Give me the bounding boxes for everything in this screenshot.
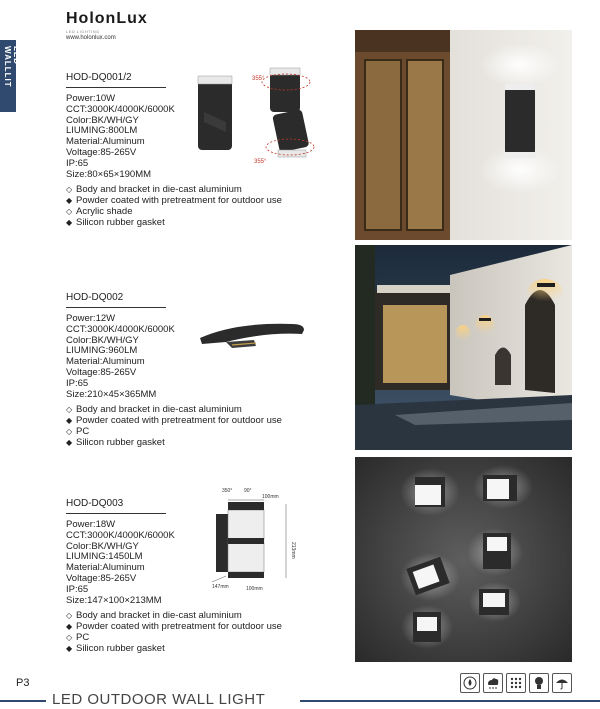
spec-line: Material:Aluminum [66,562,145,574]
brand-name: HolonLux [66,10,148,27]
spec-line: Material:Aluminum [66,356,145,368]
spec-line: LIUMING:800LM [66,125,138,137]
feature-item: ◆ Silicon rubber gasket [66,643,165,655]
spec-line: Power:18W [66,519,116,530]
dimension-label: 147mm [212,584,229,590]
spec-line: Power:12W [66,313,116,324]
spec-line: Power:10W [66,93,116,104]
page-number: P3 [16,677,30,689]
spec-line: IP:65 [66,377,89,389]
feature-item: ◆ Powder coated with pretreatment for outdoor use [66,415,282,427]
product-model: HOD-DQ003 [66,498,124,509]
product-3-photo [355,457,572,662]
bullet: ◆ [66,416,73,426]
footer-rule-right [300,700,600,702]
dimension-label: 350° [222,488,233,494]
spec-line: IP:65 [66,583,89,595]
spec-line: LIUMING:960LM [66,345,138,357]
model-divider [66,513,166,514]
bulb-icon [529,673,549,693]
spec-line: CCT:3000K/4000K/6000K [66,529,175,541]
spec-line: CCT:3000K/4000K/6000K [66,103,175,115]
bullet: ◇ [66,207,73,217]
bullet: ◇ [66,633,73,643]
feature-item: ◆ Powder coated with pretreatment for outdoor use [66,621,282,633]
rotation-angle-label: 355° [252,76,265,82]
footer-title: LED OUTDOOR WALL LIGHT [52,691,266,708]
feature-item: ◇ Acrylic shade [66,206,133,218]
dimension-label: 213mm [290,542,296,559]
feature-list [66,404,282,448]
spec-line: Voltage:85-265V [66,366,137,378]
cylinder-lamp-rotated [252,68,314,165]
product-1-photo [355,30,572,240]
weatherproof-icon [483,673,503,693]
bullet: ◆ [66,622,73,632]
model-divider [66,87,166,88]
spec-line: Color:BK/WH/GY [66,540,139,552]
feature-list [66,610,282,654]
bullet: ◇ [66,611,73,621]
product-2-drawing [196,318,308,358]
feature-item: ◇ Body and bracket in die-cast aluminium [66,184,242,196]
spec-line: Voltage:85-265V [66,146,137,158]
spec-line: LIUMING:1450LM [66,551,143,563]
umbrella-icon [552,673,572,693]
product-3-drawing [206,484,306,596]
brand-logo [66,10,186,41]
spec-line: IP:65 [66,157,89,169]
product-1-drawing [190,62,330,172]
product-block-2 [66,292,282,448]
spec-line: Color:BK/WH/GY [66,114,139,126]
spec-line: CCT:3000K/4000K/6000K [66,323,175,335]
bullet: ◇ [66,405,73,415]
footer-rule-left [0,700,46,702]
photo-2-scene [355,245,572,450]
mounted-lamp [505,88,535,154]
spec-line: Color:BK/WH/GY [66,334,139,346]
waterproof-icon [460,673,480,693]
feature-item: ◆ Silicon rubber gasket [66,437,165,449]
bullet: ◇ [66,185,73,195]
cube-lamp [216,502,264,578]
spec-line: Size:80×65×190MM [66,168,152,180]
rotation-angle-label: 355° [254,159,267,165]
bullet: ◆ [66,644,73,654]
cylinder-lamp-front [198,76,232,150]
feature-list [66,184,282,228]
spec-line: Material:Aluminum [66,136,145,148]
product-model: HOD-DQ001/2 [66,72,132,83]
feature-item: ◆ Silicon rubber gasket [66,217,165,229]
brand-tagline: LED LIGHTING [66,29,100,34]
dimension-label: 100mm [246,586,263,592]
bullet: ◆ [66,438,73,448]
bullet: ◆ [66,196,73,206]
photo-3-scene [355,457,572,662]
model-divider [66,307,166,308]
bullet: ◇ [66,427,73,437]
feature-item: ◇ PC [66,426,90,438]
product-2-photo [355,245,572,450]
side-tab-label: LED WALLLIT [3,46,21,88]
spec-line: Voltage:85-265V [66,572,137,584]
spec-line: Size:210×45×365MM [66,388,157,400]
feature-item: ◆ Powder coated with pretreatment for outdoor use [66,195,282,207]
bullet: ◆ [66,218,73,228]
feature-item: ◇ PC [66,632,90,644]
brand-url: www.holonlux.com [66,35,116,41]
product-model: HOD-DQ002 [66,292,124,303]
dimension-label: 90° [244,488,252,494]
spec-line: Size:147×100×213MM [66,594,162,606]
certification-icons [460,673,572,693]
feature-item: ◇ Body and bracket in die-cast aluminium [66,610,242,622]
dimension-label: 100mm [262,494,279,500]
led-icon [506,673,526,693]
feature-item: ◇ Body and bracket in die-cast aluminium [66,404,242,416]
photo-1-scene [355,30,572,240]
side-section-tab [0,40,21,112]
